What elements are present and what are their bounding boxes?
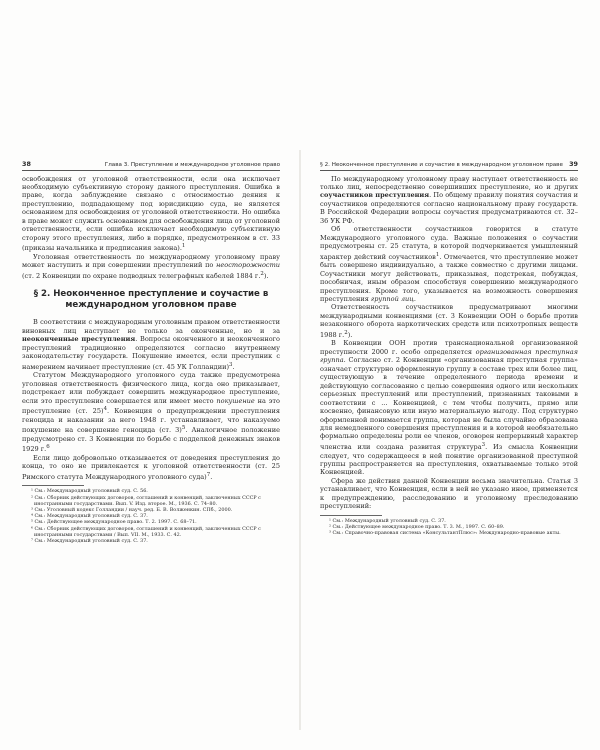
- right-running-head: [320, 160, 578, 171]
- left-paragraph-1: освобождения от уголовной ответственности, если она исключает необходимую субъективную сторону данного преступления. Ошибка в праве, когда заблуждение связано с относимостью деяния к преступлению, подпадающему под юрисдикцию суда, не является основанием для освобождения от уголовной ответственности. Но ошибка в праве может служить основанием для освобождения лица от уголовной ответственности, если ошибка исключает необходимую субъективную сторону этого преступления, либо в порядке, предусмотренном в ст. 33 (приказы начальника и предписания закона).$^1$: [22, 174, 280, 253]
- right-paragraph-5: Сфера же действия данной Конвенции весьма значительна. Статья 3 устанавливает, что Конвенция, если в ней не указано иное, применяется к предупреждению, расследованию и уголовному преследованию преступлений:: [320, 476, 578, 511]
- left-footnote: ⁵ См.: Действующее международное право. Т. 2. 1997. С. 68–71.: [31, 519, 197, 526]
- section-heading: § 2. Неоконченное преступление и соучастие в международном уголовном праве: [33, 289, 269, 311]
- left-page-number: 38: [22, 160, 31, 168]
- left-running-title: Глава 3. Преступление и международное уголовное право: [104, 162, 280, 168]
- right-paragraph-1: По международному уголовному праву наступает ответственность не только лиц, непосредственно совершивших преступление, но и других соучастников преступления. По общему правилу понятия соучастия и соучастников определяются согласно национальному праву государств. В Российской Федерации вопросы соучастия предусматриваются ст. 32–36 УК РФ.: [320, 174, 578, 225]
- left-paragraph-3: В соответствии с международным уголовным правом ответственности виновных лиц наступает не только за оконченные, но и за неоконченные преступления. Вопросы оконченного и неоконченного преступлений традиционно определяются согласно внутреннему законодательству государств. Покушение имеется, если преступник с намерением начинает преступление (ст. 45 УК Голландии)$^3$.: [22, 318, 281, 371]
- left-page: [22, 160, 280, 544]
- right-page: [320, 160, 578, 536]
- right-running-title: § 2. Неоконченное преступление и соучастие в международном уголовном праве: [320, 162, 563, 168]
- left-paragraph-2: Уголовная ответственность по международному уголовному праву может наступить и при совершении преступлений по неосторожности (ст. 2 Конвенции по охране подводных телеграфных кабелей 1884 г.$^2$).: [22, 252, 280, 280]
- left-footnote-rule: [22, 485, 84, 486]
- right-footnote: ³ См.: Справочно-правовая система «КонсультантПлюс»: Международно-правовые акты.: [329, 530, 561, 537]
- left-paragraph-5: Если лицо добровольно отказывается от доведения преступления до конца, то оно не привлекается к уголовной ответственности (ст. 25 Римского статута Международного уголовного суда)$^7$.: [22, 453, 280, 481]
- right-footnote-rule: [320, 515, 382, 516]
- left-footnote: ⁶ См.: Сборник действующих договоров, соглашений и конвенций, заключенных СССР с иностранными государствами / Вып. VII. М., 1933. С. 42.: [31, 525, 261, 538]
- right-paragraph-4: В Конвенции ООН против транснациональной организованной преступности 2000 г. особо определяется организованная преступная группа. Согласно ст. 2 Конвенции «организованная преступная группа» означает структурно оформленную группу в составе трех или более лиц, существующую в течение определенного периода времени и действующую согласованно с целью совершения одного или нескольких серьезных преступлений или преступлений, признанных таковыми в соответствии с ... Конвенцией, с тем чтобы получить, прямо или косвенно, финансовую или иную материальную выгоду. Под структурно оформленной понимается группа, которая не была случайно образована для немедленного совершения преступления и в которой необязательно формально определены роли ее членов, оговорен непрерывный характер членства или создана развитая структура$^3$. Из смысла Конвенции следует, что содержащееся в ней понятие организованной преступной группы распространяется на преступления, охватываемые только этой Конвенцией.: [320, 339, 578, 477]
- left-paragraph-4: Статутом Международного уголовного суда также предусмотрена уголовная ответственность физического лица, когда оно приказывает, подстрекает или побуждает совершить международное преступление, если это преступление совершается или имеет место покушение на это преступление (ст. 25)$^4$. Конвенция о предупреждении преступления геноцида и наказании за него 1948 г. устанавливает, что наказуемо покушение на совершение геноцида (ст. 3)$^5$. Аналогичное положение предусмотрено ст. 3 Конвенции по борьбе с подделкой денежных знаков 1929 г.$^6$: [22, 371, 280, 454]
- left-footnote: ⁷ См.: Международный уголовный суд. С. 37.: [31, 537, 148, 544]
- right-paragraph-3: Ответственность соучастников предусматривают многими международными конвенциями (ст. 3 Конвенции ООН о борьбе против незаконного оборота наркотических средств или психотропных веществ 1988 г.$^2$).: [320, 303, 578, 339]
- left-footnote: ² См.: Сборник действующих договоров, соглашений и конвенций, заключенных СССР с иностранными государствами. Вып. V. Изд. второе. М., 1936. С. 74–80.: [31, 494, 261, 507]
- left-running-head: [22, 160, 280, 171]
- left-footnote: ³ См.: Уголовный кодекс Голландии / науч. ред. Б. В. Волженкин. СПб., 2000.: [31, 506, 233, 513]
- right-paragraph-2: Об ответственности соучастников говорится в статуте Международного уголовного суда. Важные положения о соучастии предусмотрены ст. 25 статута, в которой подчеркивается умышленный характер действий соучастников$^1$. Отмечается, что преступление может быть совершено индивидуально, а также совместно с другими лицами. Соучастники могут действовать, приказывая, подстрекая, побуждая, пособничая, иным образом способствуя совершению международного преступления. Кроме того, указывается на возможность совершения преступления группой лиц.: [320, 225, 579, 304]
- right-footnote: ¹ См.: Международный уголовный суд. С. 37.: [329, 517, 446, 524]
- right-page-number: 39: [569, 160, 578, 168]
- book-gutter: [299, 150, 301, 730]
- left-footnote: ¹ См.: Международный уголовный суд. С. 56.: [31, 488, 148, 495]
- left-footnote: ⁴ См.: Международный уголовный суд. С. 37.: [31, 513, 148, 520]
- right-footnote: ² См.: Действующее международное право. Т. 3. М., 1997. С. 60–89.: [329, 523, 505, 530]
